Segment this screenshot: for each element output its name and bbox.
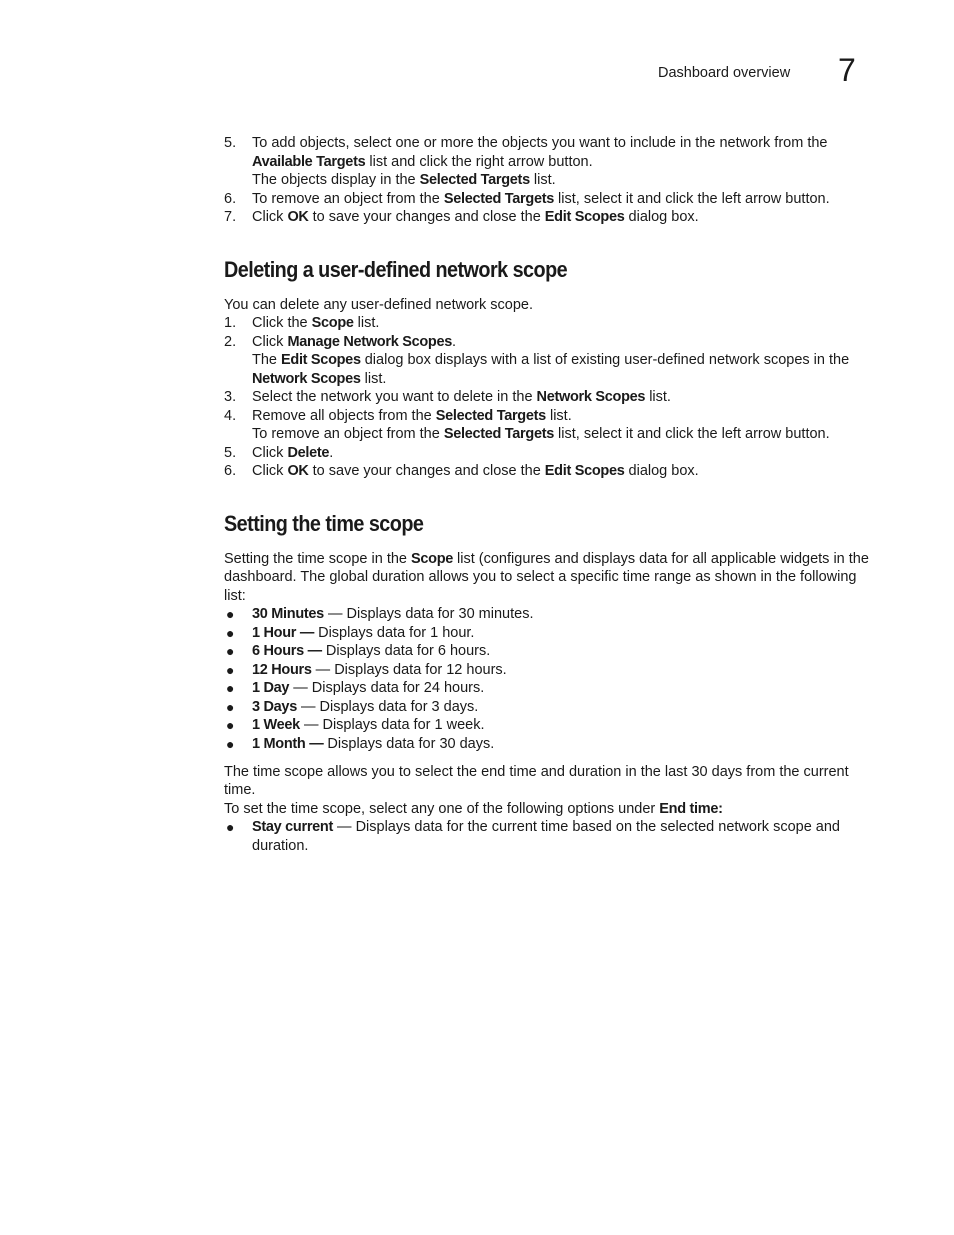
ui-term: Scope bbox=[411, 550, 454, 567]
option-text: Displays data for 30 days. bbox=[323, 735, 495, 752]
step-number: 5. bbox=[224, 135, 237, 151]
step-text: Click bbox=[252, 333, 288, 350]
option-label: 1 Month — bbox=[252, 735, 324, 752]
step-item bbox=[224, 134, 869, 171]
option-label: 6 Hours — bbox=[252, 643, 322, 659]
body-paragraph bbox=[224, 800, 869, 819]
step-text: dialog box. bbox=[624, 463, 699, 479]
option-text: — Displays data for 1 week. bbox=[299, 717, 485, 733]
ui-term: Manage Network Scopes bbox=[287, 333, 452, 350]
option-text: — Displays data for the current time based on the selected network scope and duration. bbox=[252, 819, 840, 854]
step-note bbox=[224, 171, 869, 190]
step-text: list. bbox=[353, 315, 380, 331]
step-number: 2. bbox=[224, 333, 237, 350]
step-text: . bbox=[451, 333, 457, 350]
option-label: 3 Days bbox=[252, 698, 297, 715]
body-paragraph: The time scope allows you to select the end time and duration in the last 30 days from the current time. bbox=[224, 763, 849, 798]
list-item bbox=[224, 735, 869, 754]
option-text: Displays data for 6 hours. bbox=[321, 643, 491, 659]
section-intro bbox=[224, 550, 869, 606]
step-number: 6. bbox=[224, 463, 237, 479]
step-item bbox=[224, 208, 869, 227]
list-item bbox=[224, 605, 869, 624]
step-text: list and click the right arrow button. bbox=[365, 153, 593, 170]
step-text: Click bbox=[252, 463, 288, 479]
bullet-icon: ● bbox=[226, 680, 235, 696]
ui-term: OK bbox=[287, 463, 309, 479]
step-text: To add objects, select one or more the objects you want to include in the network from the bbox=[252, 135, 828, 151]
section-intro: You can delete any user-defined network scope. bbox=[224, 296, 534, 313]
step-text: to save your changes and close the bbox=[308, 463, 545, 479]
ui-term: Edit Scopes bbox=[281, 352, 361, 368]
note-text: The objects display in the bbox=[252, 172, 420, 188]
ui-term: OK bbox=[287, 209, 309, 225]
step-number: 4. bbox=[224, 407, 237, 424]
ui-term: Selected Targets bbox=[443, 190, 555, 207]
step-number: 5. bbox=[224, 444, 237, 461]
step-text: Select the network you want to delete in the bbox=[252, 389, 537, 405]
list-item bbox=[224, 642, 869, 661]
ui-term: Scope bbox=[311, 315, 354, 331]
step-text: list. bbox=[645, 389, 671, 405]
bullet-icon: ● bbox=[226, 624, 235, 641]
step-text: To remove an object from the bbox=[252, 190, 444, 207]
ui-term: Edit Scopes bbox=[544, 463, 625, 479]
duration-list bbox=[224, 605, 869, 753]
option-text: — Displays data for 24 hours. bbox=[289, 680, 485, 696]
list-item bbox=[224, 679, 869, 698]
list-item bbox=[224, 716, 869, 735]
intro-text: list (configures and displays data for all applicable widgets in the dashboard. The global duration allows you to select a specific time range as shown in the following list: bbox=[224, 550, 869, 604]
step-text: list. bbox=[545, 407, 572, 424]
step-text: Click bbox=[252, 444, 288, 461]
step-text: dialog box. bbox=[624, 209, 699, 225]
header-title: Dashboard overview bbox=[658, 65, 791, 81]
bullet-icon: ● bbox=[226, 698, 235, 715]
end-time-options-list bbox=[224, 818, 869, 855]
option-label: 1 Day bbox=[252, 680, 290, 696]
list-item bbox=[224, 624, 869, 643]
bullet-icon: ● bbox=[226, 606, 235, 622]
list-item bbox=[224, 818, 869, 855]
list-item bbox=[224, 661, 869, 680]
ui-term: Delete bbox=[287, 444, 330, 461]
ui-term: Selected Targets bbox=[435, 407, 546, 424]
step-note bbox=[224, 351, 869, 388]
note-text: list. bbox=[360, 370, 387, 387]
option-label: 1 Hour — bbox=[252, 624, 315, 641]
step-item bbox=[224, 407, 869, 426]
bullet-icon: ● bbox=[226, 643, 235, 659]
note-text: To remove an object from the bbox=[252, 426, 444, 442]
ui-term: Available Targets bbox=[252, 153, 366, 170]
step-item bbox=[224, 333, 869, 352]
ui-term: Network Scopes bbox=[252, 370, 361, 387]
ui-term: Network Scopes bbox=[536, 389, 646, 405]
note-text: list. bbox=[529, 172, 556, 188]
step-number: 3. bbox=[224, 389, 237, 405]
step-item bbox=[224, 388, 869, 407]
step-item bbox=[224, 444, 869, 463]
list-item bbox=[224, 698, 869, 717]
chapter-number: 7 bbox=[838, 52, 856, 88]
option-label: Stay current bbox=[252, 819, 334, 835]
paragraph-text: To set the time scope, select any one of the following options under bbox=[224, 800, 660, 817]
step-item bbox=[224, 314, 869, 333]
option-label: 1 Week bbox=[252, 717, 300, 733]
bullet-icon: ● bbox=[226, 717, 235, 733]
step-item bbox=[224, 190, 869, 209]
step-note bbox=[224, 425, 869, 444]
option-text: — Displays data for 12 hours. bbox=[311, 661, 507, 678]
bullet-icon: ● bbox=[226, 735, 235, 752]
ui-term: Selected Targets bbox=[443, 426, 555, 442]
step-item bbox=[224, 462, 869, 481]
option-label: 12 Hours bbox=[252, 661, 312, 678]
option-text: Displays data for 1 hour. bbox=[314, 624, 475, 641]
option-text: — Displays data for 30 minutes. bbox=[323, 606, 534, 622]
intro-text: Setting the time scope in the bbox=[224, 550, 411, 567]
note-text: The bbox=[252, 352, 282, 368]
bullet-icon: ● bbox=[226, 819, 235, 835]
option-text: — Displays data for 3 days. bbox=[296, 698, 479, 715]
step-text: Click the bbox=[252, 315, 312, 331]
section-heading-time-scope: Setting the time scope bbox=[224, 510, 424, 536]
ui-term: Selected Targets bbox=[419, 172, 530, 188]
ui-term: End time: bbox=[659, 800, 723, 817]
option-label: 30 Minutes bbox=[252, 606, 324, 622]
step-number: 1. bbox=[224, 315, 237, 331]
ui-term: Edit Scopes bbox=[544, 209, 625, 225]
section-heading-delete-scope: Deleting a user-defined network scope bbox=[224, 256, 568, 282]
step-number: 7. bbox=[224, 209, 237, 225]
step-text: Remove all objects from the bbox=[252, 407, 436, 424]
step-text: . bbox=[329, 444, 334, 461]
note-text: dialog box displays with a list of existing user-defined network scopes in the bbox=[360, 352, 850, 368]
page-content bbox=[224, 134, 869, 855]
note-text: list, select it and click the left arrow button. bbox=[554, 426, 830, 442]
step-text: to save your changes and close the bbox=[308, 209, 545, 225]
step-text: Click bbox=[252, 209, 288, 225]
step-text: list, select it and click the left arrow button. bbox=[554, 190, 830, 207]
bullet-icon: ● bbox=[226, 661, 235, 678]
step-number: 6. bbox=[224, 190, 237, 207]
